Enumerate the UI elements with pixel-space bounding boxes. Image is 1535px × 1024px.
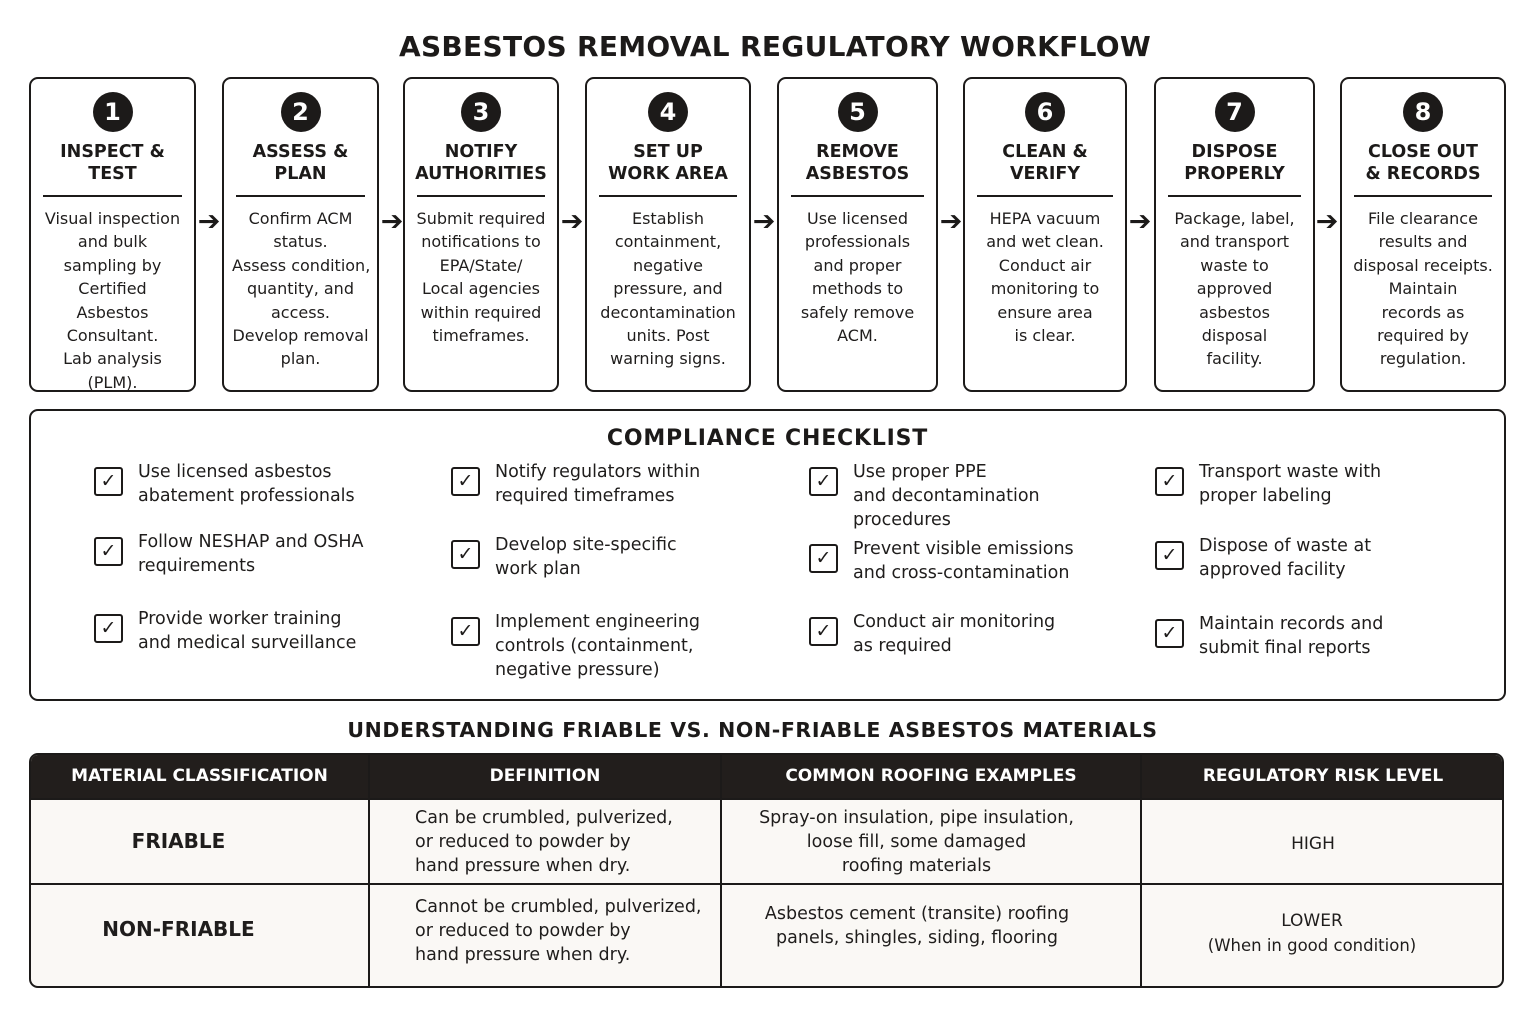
divider — [417, 195, 545, 197]
table-cell-risk-level — [1142, 908, 1482, 958]
risk-level-note: (When in good condition) — [1207, 936, 1417, 955]
step-6-card — [963, 77, 1127, 392]
step-number-badge: 5 — [838, 92, 878, 132]
step-description: Use licensed professionals and proper methods to safely remove ACM. — [800, 209, 915, 346]
step-number-badge: 2 — [281, 92, 321, 132]
checkbox-checked-icon: ✓ — [1155, 619, 1184, 648]
divider — [1354, 195, 1492, 197]
checklist-item-text: Use licensed asbestos abatement professionals — [138, 462, 355, 506]
arrow-right-icon: ➔ — [380, 206, 404, 237]
asbestos-material-table — [29, 753, 1504, 988]
step-number-badge: 6 — [1025, 92, 1065, 132]
checkbox-checked-icon: ✓ — [451, 467, 480, 496]
arrow-right-icon: ➔ — [197, 206, 221, 237]
step-title: NOTIFY AUTHORITIES — [415, 142, 547, 184]
checklist-item-text: Use proper PPE and decontamination procedures — [853, 462, 1040, 530]
row-divider — [31, 883, 1502, 885]
step-description: Package, label, and transport waste to approved asbestos disposal facility. — [1174, 209, 1295, 369]
step-description: Visual inspection and bulk sampling by Certified Asbestos Consultant. Lab analysis (PLM). — [44, 209, 181, 392]
table-cell-examples: Asbestos cement (transite) roofing panels, shingles, siding, flooring — [764, 904, 1070, 948]
checkbox-checked-icon: ✓ — [451, 540, 480, 569]
checklist-item-text: Implement engineering controls (containment, negative pressure) — [495, 612, 700, 680]
table-title: UNDERSTANDING FRIABLE VS. NON-FRIABLE ASBESTOS MATERIALS — [347, 718, 1158, 742]
step-number-badge: 4 — [648, 92, 688, 132]
checklist-title: COMPLIANCE CHECKLIST — [606, 426, 929, 451]
column-divider — [368, 755, 370, 986]
step-title: CLOSE OUT & RECORDS — [1365, 142, 1481, 184]
table-cell-risk-level: HIGH — [1291, 834, 1335, 854]
checkbox-checked-icon: ✓ — [809, 617, 838, 646]
table-cell-definition: Cannot be crumbled, pulverized, or reduced to powder by hand pressure when dry. — [415, 897, 702, 965]
divider — [977, 195, 1113, 197]
step-description: HEPA vacuum and wet clean. Conduct air monitoring to ensure area is clear. — [986, 209, 1104, 346]
checkbox-checked-icon: ✓ — [94, 467, 123, 496]
checklist-item-text: Develop site-specific work plan — [495, 535, 677, 579]
checkbox-checked-icon: ✓ — [809, 544, 838, 573]
checklist-item-text: Notify regulators within required timeframes — [495, 462, 701, 506]
table-header — [31, 755, 1502, 798]
step-description: File clearance results and disposal receipts. Maintain records as required by regulation. — [1353, 209, 1493, 369]
step-2-card — [222, 77, 379, 392]
step-7-card — [1154, 77, 1315, 392]
step-number-badge: 3 — [461, 92, 501, 132]
step-description: Establish containment, negative pressure, and decontamination units. Post warning signs. — [600, 209, 736, 369]
step-title: INSPECT & TEST — [60, 142, 165, 184]
header-common-roofing-examples: COMMON ROOFING EXAMPLES — [785, 766, 1077, 786]
divider — [236, 195, 365, 197]
step-number-badge: 8 — [1403, 92, 1443, 132]
divider — [43, 195, 182, 197]
arrow-right-icon: ➔ — [939, 206, 963, 237]
step-title: DISPOSE PROPERLY — [1184, 142, 1285, 184]
table-cell-definition: Can be crumbled, pulverized, or reduced to powder by hand pressure when dry. — [415, 808, 673, 876]
step-description: Confirm ACM status. Assess condition, quantity, and access. Develop removal plan. — [232, 209, 371, 369]
checkbox-checked-icon: ✓ — [1155, 541, 1184, 570]
header-definition: DEFINITION — [489, 766, 601, 786]
divider — [791, 195, 924, 197]
risk-level-value: LOWER — [1281, 911, 1343, 931]
step-title: SET UP WORK AREA — [608, 142, 728, 184]
checkbox-checked-icon: ✓ — [809, 467, 838, 496]
step-8-card — [1340, 77, 1506, 392]
header-material-classification: MATERIAL CLASSIFICATION — [71, 766, 328, 786]
step-3-card — [403, 77, 559, 392]
header-regulatory-risk-level: REGULATORY RISK LEVEL — [1202, 766, 1444, 786]
step-description: Submit required notifications to EPA/State/ Local agencies within required timeframes. — [416, 209, 546, 346]
arrow-right-icon: ➔ — [752, 206, 776, 237]
table-cell-classification: FRIABLE — [131, 829, 226, 853]
checklist-item-text: Follow NESHAP and OSHA requirements — [138, 532, 364, 576]
checkbox-checked-icon: ✓ — [451, 617, 480, 646]
step-5-card — [777, 77, 938, 392]
page-title: ASBESTOS REMOVAL REGULATORY WORKFLOW — [398, 30, 1152, 63]
step-number-badge: 1 — [93, 92, 133, 132]
step-title: ASSESS & PLAN — [252, 142, 349, 184]
step-1-card — [29, 77, 196, 392]
checklist-item-text: Maintain records and submit final reports — [1199, 614, 1384, 658]
step-number-badge: 7 — [1215, 92, 1255, 132]
step-title: REMOVE ASBESTOS — [805, 142, 910, 184]
step-4-card — [585, 77, 751, 392]
checklist-item-text: Transport waste with proper labeling — [1199, 462, 1382, 506]
checkbox-checked-icon: ✓ — [94, 614, 123, 643]
row-divider — [31, 798, 1502, 800]
divider — [599, 195, 737, 197]
arrow-right-icon: ➔ — [1315, 206, 1339, 237]
arrow-right-icon: ➔ — [1128, 206, 1152, 237]
checklist-item-text: Prevent visible emissions and cross-contamination — [853, 539, 1074, 583]
checklist-item-text: Provide worker training and medical surveillance — [138, 609, 357, 653]
table-cell-examples: Spray-on insulation, pipe insulation, loose fill, some damaged roofing materials — [759, 808, 1074, 876]
checklist-item-text: Conduct air monitoring as required — [853, 612, 1056, 656]
checklist-item-text: Dispose of waste at approved facility — [1199, 536, 1372, 580]
step-title: CLEAN & VERIFY — [1002, 142, 1088, 184]
divider — [1168, 195, 1301, 197]
checkbox-checked-icon: ✓ — [94, 537, 123, 566]
arrow-right-icon: ➔ — [560, 206, 584, 237]
compliance-checklist — [29, 409, 1506, 701]
table-cell-classification: NON-FRIABLE — [102, 917, 255, 941]
checkbox-checked-icon: ✓ — [1155, 467, 1184, 496]
